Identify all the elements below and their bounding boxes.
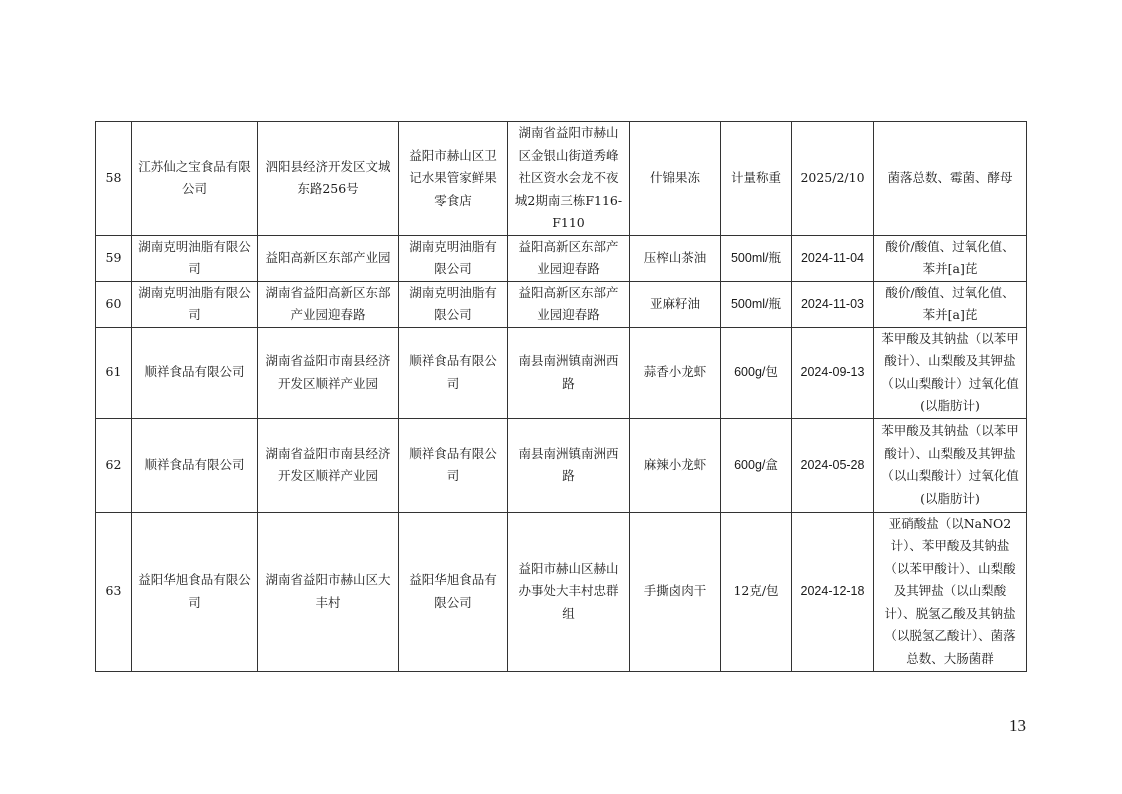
row-number: 60 — [96, 281, 132, 327]
row-number: 59 — [96, 235, 132, 281]
producer-name: 江苏仙之宝食品有限公司 — [132, 122, 258, 236]
production-date: 2024-05-28 — [792, 418, 874, 512]
producer-name: 顺祥食品有限公司 — [132, 418, 258, 512]
test-items: 菌落总数、霉菌、酵母 — [874, 122, 1027, 236]
sampling-table — [95, 121, 1027, 672]
seller-name: 益阳华旭食品有限公司 — [399, 512, 508, 671]
test-items: 苯甲酸及其钠盐（以苯甲酸计）、山梨酸及其钾盐（以山梨酸计）过氧化值(以脂肪计) — [874, 418, 1027, 512]
table-row — [96, 235, 1027, 281]
production-date: 2024-11-03 — [792, 281, 874, 327]
production-date: 2025/2/10 — [792, 122, 874, 236]
product-name: 亚麻籽油 — [630, 281, 721, 327]
producer-address: 湖南省益阳高新区东部产业园迎春路 — [258, 281, 399, 327]
producer-name: 湖南克明油脂有限公司 — [132, 235, 258, 281]
seller-name: 益阳市赫山区卫记水果管家鲜果零食店 — [399, 122, 508, 236]
producer-address: 泗阳县经济开发区文城东路256号 — [258, 122, 399, 236]
product-spec: 500ml/瓶 — [721, 235, 792, 281]
row-number: 58 — [96, 122, 132, 236]
producer-address: 湖南省益阳市赫山区大丰村 — [258, 512, 399, 671]
seller-name: 顺祥食品有限公司 — [399, 418, 508, 512]
product-name: 手撕卤肉干 — [630, 512, 721, 671]
table-row — [96, 512, 1027, 671]
seller-address: 南县南洲镇南洲西路 — [508, 327, 630, 418]
table-row — [96, 418, 1027, 512]
seller-address: 湖南省益阳市赫山区金银山街道秀峰社区资水会龙不夜城2期南三栋F116-F110 — [508, 122, 630, 236]
product-spec: 600g/盒 — [721, 418, 792, 512]
table-row — [96, 281, 1027, 327]
test-items: 亚硝酸盐（以NaNO2计）、苯甲酸及其钠盐（以苯甲酸计）、山梨酸及其钾盐（以山梨酸计）、脱氢乙酸及其钠盐（以脱氢乙酸计）、菌落总数、大肠菌群 — [874, 512, 1027, 671]
product-name: 什锦果冻 — [630, 122, 721, 236]
product-name: 麻辣小龙虾 — [630, 418, 721, 512]
row-number: 63 — [96, 512, 132, 671]
producer-name: 益阳华旭食品有限公司 — [132, 512, 258, 671]
test-items: 酸价/酸值、过氧化值、苯并[a]芘 — [874, 235, 1027, 281]
seller-address: 益阳高新区东部产业园迎春路 — [508, 235, 630, 281]
product-spec: 500ml/瓶 — [721, 281, 792, 327]
seller-name: 湖南克明油脂有限公司 — [399, 235, 508, 281]
product-spec: 600g/包 — [721, 327, 792, 418]
seller-address: 南县南洲镇南洲西路 — [508, 418, 630, 512]
seller-address: 益阳高新区东部产业园迎春路 — [508, 281, 630, 327]
seller-address: 益阳市赫山区赫山办事处大丰村忠群组 — [508, 512, 630, 671]
producer-address: 益阳高新区东部产业园 — [258, 235, 399, 281]
producer-name: 湖南克明油脂有限公司 — [132, 281, 258, 327]
test-items: 酸价/酸值、过氧化值、苯并[a]芘 — [874, 281, 1027, 327]
product-name: 压榨山茶油 — [630, 235, 721, 281]
production-date: 2024-12-18 — [792, 512, 874, 671]
row-number: 62 — [96, 418, 132, 512]
product-spec: 计量称重 — [721, 122, 792, 236]
product-name: 蒜香小龙虾 — [630, 327, 721, 418]
seller-name: 顺祥食品有限公司 — [399, 327, 508, 418]
table-row — [96, 327, 1027, 418]
seller-name: 湖南克明油脂有限公司 — [399, 281, 508, 327]
test-items: 苯甲酸及其钠盐（以苯甲酸计）、山梨酸及其钾盐（以山梨酸计）过氧化值(以脂肪计) — [874, 327, 1027, 418]
row-number: 61 — [96, 327, 132, 418]
table-row — [96, 122, 1027, 236]
production-date: 2024-09-13 — [792, 327, 874, 418]
page-number: 13 — [1009, 716, 1026, 735]
product-spec: 12克/包 — [721, 512, 792, 671]
producer-address: 湖南省益阳市南县经济开发区顺祥产业园 — [258, 418, 399, 512]
producer-name: 顺祥食品有限公司 — [132, 327, 258, 418]
producer-address: 湖南省益阳市南县经济开发区顺祥产业园 — [258, 327, 399, 418]
production-date: 2024-11-04 — [792, 235, 874, 281]
